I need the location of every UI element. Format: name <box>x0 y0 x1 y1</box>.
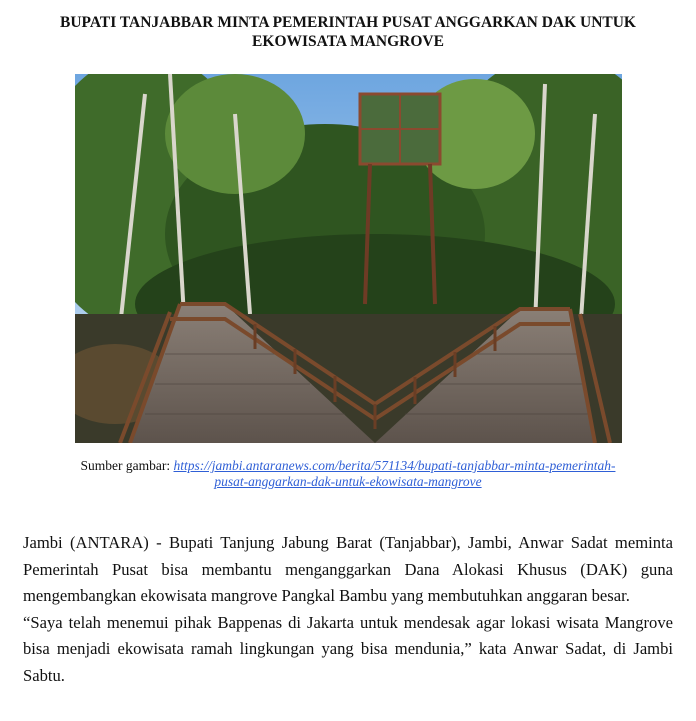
caption-line-1 <box>40 458 656 474</box>
paragraph-1: Jambi (ANTARA) - Bupati Tanjung Jabung Barat (Tanjabbar), Jambi, Anwar Sadat meminta Pemerintah Pusat bisa membantu menganggarkan Dana Alokasi Khusus (DAK) guna mengembangkan ekowisata mangrove Pangkal Bambu yang membutuhkan anggaran besar. <box>23 533 673 605</box>
mangrove-boardwalk-photo <box>75 74 622 443</box>
image-caption <box>40 458 656 490</box>
article-title <box>24 13 672 51</box>
title-line-2: EKOWISATA MANGROVE <box>252 33 444 50</box>
title-line-1: BUPATI TANJABBAR MINTA PEMERINTAH PUSAT ANGGARKAN DAK UNTUK <box>60 14 636 31</box>
caption-line-2 <box>40 474 656 490</box>
source-link-part-1[interactable]: https://jambi.antaranews.com/berita/571134/bupati-tanjabbar-minta-pemerintah- <box>173 458 616 473</box>
caption-prefix: Sumber gambar: <box>80 458 171 473</box>
paragraph-2: “Saya telah menemui pihak Bappenas di Jakarta untuk mendesak agar lokasi wisata Mangrove bisa menjadi ekowisata ramah lingkungan yang bisa mendunia,” kata Anwar Sadat, di Jambi Sabtu. <box>23 612 673 685</box>
source-link-part-2[interactable]: pusat-anggarkan-dak-untuk-ekowisata-mangrove <box>214 474 482 489</box>
article-body <box>23 530 673 689</box>
